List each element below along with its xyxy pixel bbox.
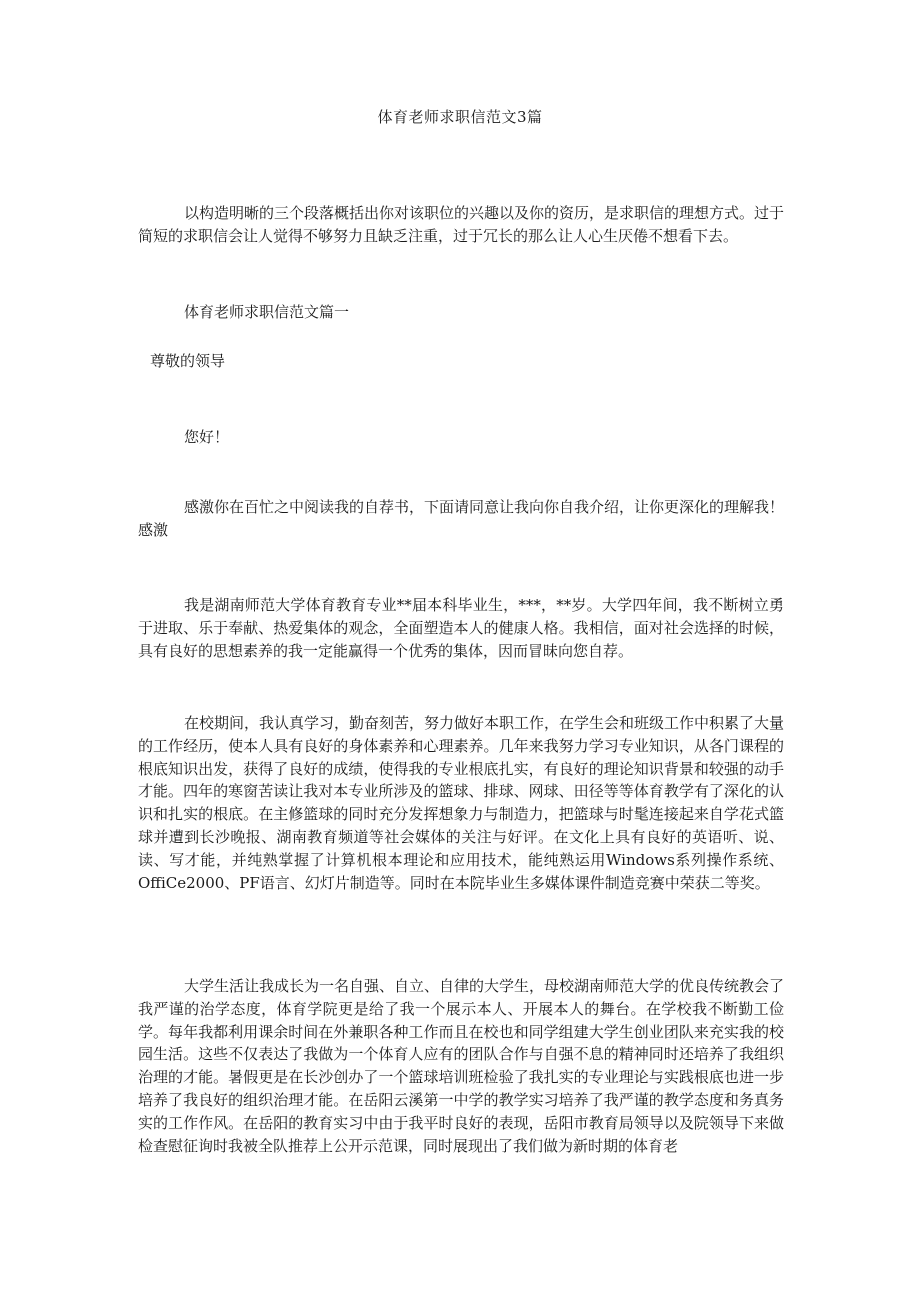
intro-paragraph: 以构造明晰的三个段落概括出你对该职位的兴趣以及你的资历，是求职信的理想方式。过于简短的求职信会让人觉得不够努力且缺乏注重，过于冗长的那么让人心生厌倦不想看下去。 [138, 204, 785, 245]
document-title: 体育老师求职信范文3篇 [377, 108, 543, 126]
body-paragraph-3: 在校期间，我认真学习，勤奋刻苦，努力做好本职工作，在学生会和班级工作中积累了大量的工作经历，使本人具有良好的身体素养和心理素养。几年来我努力学习专业知识，从各门课程的根底知识出发，获得了良好的成绩，使得我的专业根底扎实，有良好的理论知识背景和较强的动手才能。四年的寒窗苦读让我对本专业所涉及的篮球、排球、网球、田径等等体育教学有了深化的认识和扎实的根底。在主修篮球的同时充分发挥想象力与制造力，把篮球与时髦连接起来自学花式篮球并遭到长沙晚报、湖南教育频道等社会媒体的关注与好评。在文化上具有良好的英语听、说、读、写才能，并纯熟掌握了计算机根本理论和应用技术，能纯熟运用Windows系列操作系统、OffiCe2000、PF语言、幻灯片制造等。同时在本院毕业生多媒体课件制造竞赛中荣获二等奖。 [138, 714, 785, 892]
section-heading: 体育老师求职信范文篇一 [184, 303, 350, 321]
body-paragraph-4: 大学生活让我成长为一名自强、自立、自律的大学生，母校湖南师范大学的优良传统教会了我严谨的治学态度，体育学院更是给了我一个展示本人、开展本人的舞台。在学校我不断勤工俭学。每年我都利用课余时间在外兼职各种工作而且在校也和同学组建大学生创业团队来充实我的校园生活。这些不仅表达了我做为一个体育人应有的团队合作与自强不息的精神同时还培养了我组织治理的才能。暑假更是在长沙创办了一个篮球培训班检验了我扎实的专业理论与实践根底也进一步培养了我良好的组织治理才能。在岳阳云溪第一中学的教学实习培养了我严谨的教学态度和务真务实的工作作风。在岳阳的教育实习中由于我平时良好的表现，岳阳市教育局领导以及院领导下来做检查慰征询时我被全队推荐上公开示范课，同时展现出了我们做为新时期的体育老 [138, 977, 785, 1155]
greeting: 您好！ [184, 428, 230, 446]
body-paragraph-2: 我是湖南师范大学体育教育专业**届本科毕业生，***，**岁。大学四年间，我不断树立勇于进取、乐于奉献、热爱集体的观念，全面塑造本人的健康人格。我相信，面对社会选择的时候，具有良好的思想素养的我一定能赢得一个优秀的集体，因而冒昧向您自荐。 [138, 596, 784, 660]
body-paragraph-1: 感激你在百忙之中阅读我的自荐书，下面请同意让我向你自我介绍，让你更深化的理解我！感激 [138, 498, 785, 539]
salutation: 尊敬的领导 [150, 352, 226, 370]
